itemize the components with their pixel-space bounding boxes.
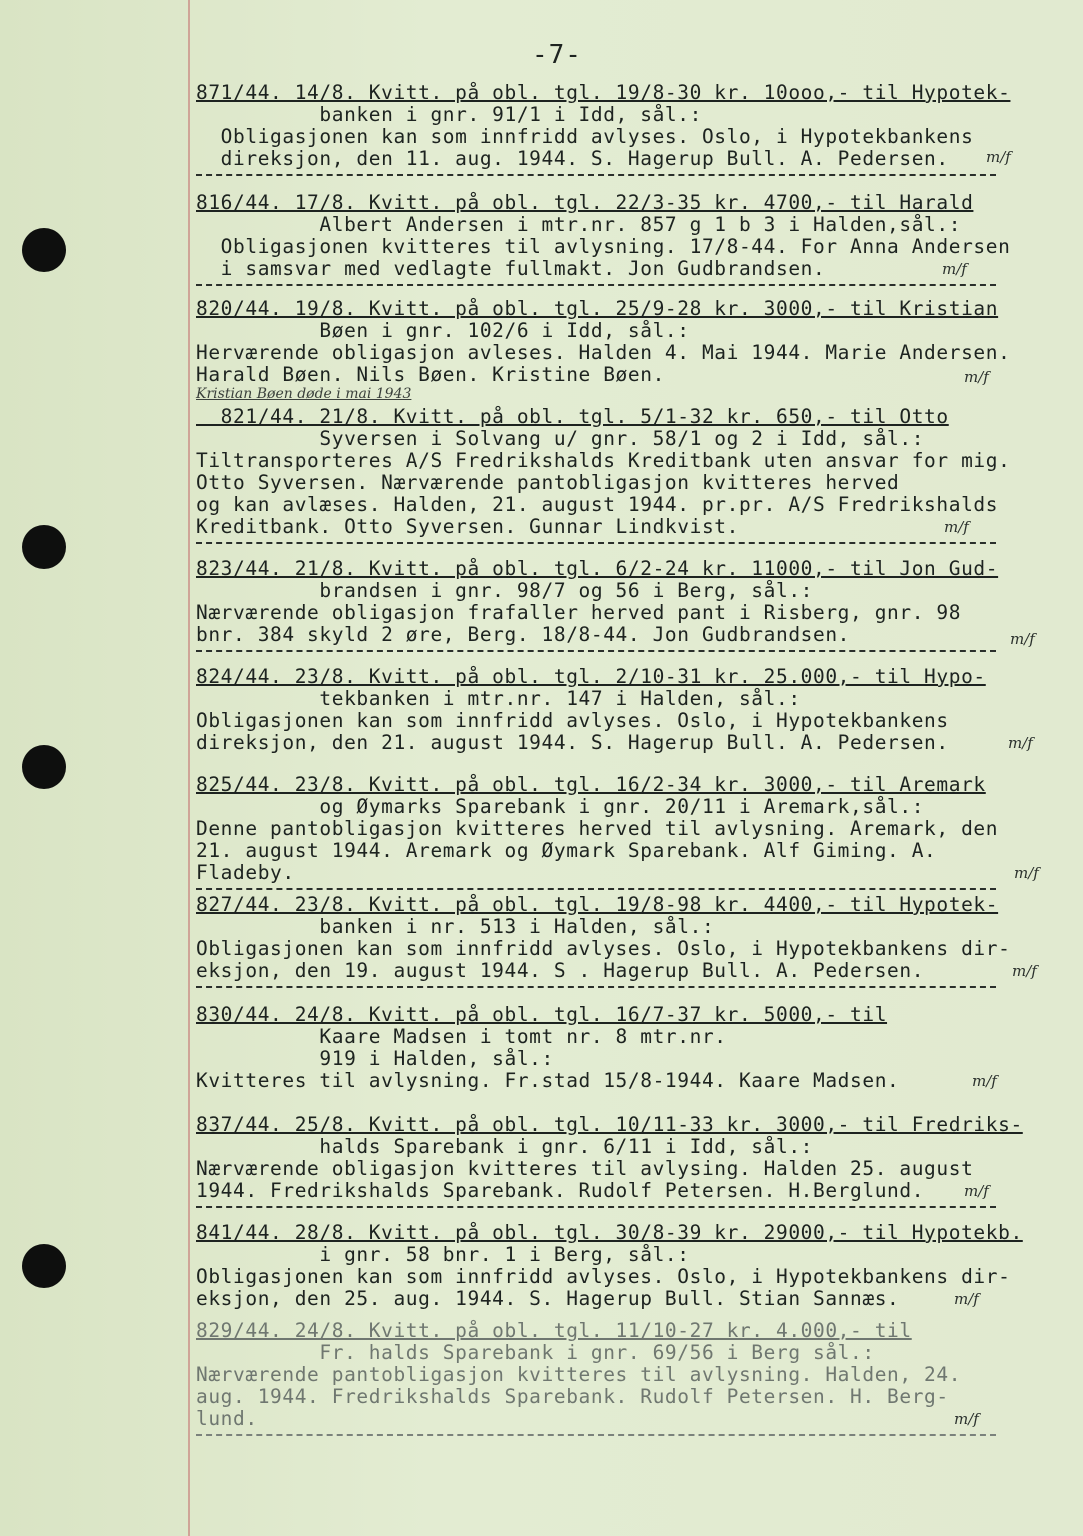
entry-line: 871/44. 14/8. Kvitt. på obl. tgl. 19/8-30 kr. 10ooo,- til Hypotek- [196,81,1011,104]
margin-mark: m/f [954,1410,979,1428]
entry-line: Nærværende pantobligasjon kvitteres til avlysning. Halden, 24. [196,1363,962,1386]
entry-line: Kvitteres til avlysning. Fr.stad 15/8-1944. Kaare Madsen. [196,1069,900,1092]
punch-hole [22,228,66,272]
margin-line [188,0,190,1536]
handwritten-note: Kristian Bøen døde i mai 1943 [196,386,412,402]
entry-line: 821/44. 21/8. Kvitt. på obl. tgl. 5/1-32 kr. 650,- til Otto [196,405,949,428]
entry-line: Otto Syversen. Nærværende pantobligasjon kvitteres herved [196,471,900,494]
separator [196,284,996,286]
punch-hole [22,745,66,789]
punch-hole [22,1244,66,1288]
entry-line: eksjon, den 25. aug. 1944. S. Hagerup Bull. Stian Sannæs. [196,1287,900,1310]
entry-line: Nærværende obligasjon frafaller herved pant i Risberg, gnr. 98 [196,601,962,624]
separator [196,542,996,544]
entry-line: Tiltransporteres A/S Fredrikshalds Kreditbank uten ansvar for mig. [196,449,1011,472]
entry-line: aug. 1944. Fredrikshalds Sparebank. Rudolf Petersen. H. Berg- [196,1385,949,1408]
punch-hole [22,525,66,569]
entry-line: 825/44. 23/8. Kvitt. på obl. tgl. 16/2-34 kr. 3000,- til Aremark [196,773,986,796]
entry-line: Bøen i gnr. 102/6 i Idd, sål.: [196,319,690,342]
margin-mark: m/f [972,1072,997,1090]
ledger-entry [196,774,1066,890]
page-number: -7- [532,40,582,70]
entry-line: lund. [196,1407,258,1430]
ledger-entry [196,558,1066,652]
entry-line: tekbanken i mtr.nr. 147 i Halden, sål.: [196,687,801,710]
entry-line: Obligasjonen kvitteres til avlysning. 17/8-44. For Anna Andersen [196,235,1011,258]
entry-line: 816/44. 17/8. Kvitt. på obl. tgl. 22/3-35 kr. 4700,- til Harald [196,191,974,214]
entry-line: Obligasjonen kan som innfridd avlyses. Oslo, i Hypotekbankens [196,125,974,148]
entry-line: eksjon, den 19. august 1944. S . Hagerup Bull. A. Pedersen. [196,959,925,982]
margin-mark: m/f [1014,864,1039,882]
entry-line: Herværende obligasjon avleses. Halden 4. Mai 1944. Marie Andersen. [196,341,1011,364]
entry-line: Denne pantobligasjon kvitteres herved til avlysning. Aremark, den [196,817,999,840]
ledger-entry [196,192,1066,286]
ledger-entry [196,666,1066,754]
ledger-entry [196,1222,1066,1310]
entry-line: 820/44. 19/8. Kvitt. på obl. tgl. 25/9-28 kr. 3000,- til Kristian [196,297,999,320]
margin-mark: m/f [942,260,967,278]
entry-line: 827/44. 23/8. Kvitt. på obl. tgl. 19/8-98 kr. 4400,- til Hypotek- [196,893,999,916]
entry-line: Fladeby. [196,861,295,884]
entry-line: bnr. 384 skyld 2 øre, Berg. 18/8-44. Jon Gudbrandsen. [196,623,851,646]
entry-line: 21. august 1944. Aremark og Øymark Sparebank. Alf Giming. A. [196,839,937,862]
entry-line: Nærværende obligasjon kvitteres til avlysing. Halden 25. august [196,1157,974,1180]
separator [196,888,996,890]
entry-line: 1944. Fredrikshalds Sparebank. Rudolf Petersen. H.Berglund. [196,1179,925,1202]
ledger-entry [196,406,1066,544]
entry-line: 919 i Halden, sål.: [196,1047,554,1070]
entry-line: 824/44. 23/8. Kvitt. på obl. tgl. 2/10-31 kr. 25.000,- til Hypo- [196,665,986,688]
entry-line: 837/44. 25/8. Kvitt. på obl. tgl. 10/11-33 kr. 3000,- til Fredriks- [196,1113,1023,1136]
entry-line: Albert Andersen i mtr.nr. 857 g 1 b 3 i Halden,sål.: [196,213,962,236]
margin-mark: m/f [954,1290,979,1308]
margin-mark: m/f [964,368,989,386]
ledger-entry [196,1114,1066,1208]
margin-mark: m/f [986,148,1011,166]
entry-line: banken i gnr. 91/1 i Idd, sål.: [196,103,702,126]
entry-line: 841/44. 28/8. Kvitt. på obl. tgl. 30/8-39 kr. 29000,- til Hypotekb. [196,1221,1023,1244]
entry-line: Obligasjonen kan som innfridd avlyses. Oslo, i Hypotekbankens dir- [196,937,1011,960]
ledger-entry [196,298,1066,402]
margin-mark: m/f [1010,630,1035,648]
entry-line: Obligasjonen kan som innfridd avlyses. Oslo, i Hypotekbankens [196,709,949,732]
separator [196,1434,996,1436]
entry-line: Kaare Madsen i tomt nr. 8 mtr.nr. [196,1025,727,1048]
entry-line: 823/44. 21/8. Kvitt. på obl. tgl. 6/2-24 kr. 11000,- til Jon Gud- [196,557,999,580]
entry-line: direksjon, den 21. august 1944. S. Hagerup Bull. A. Pedersen. [196,731,949,754]
separator [196,174,996,176]
margin-mark: m/f [1008,734,1033,752]
ledger-entry [196,82,1066,176]
separator [196,986,996,988]
entry-line: direksjon, den 11. aug. 1944. S. Hagerup Bull. A. Pedersen. [196,147,949,170]
entry-line: Harald Bøen. Nils Bøen. Kristine Bøen. [196,363,665,386]
separator [196,1206,996,1208]
entry-line: banken i nr. 513 i Halden, sål.: [196,915,715,938]
entry-line: 829/44. 24/8. Kvitt. på obl. tgl. 11/10-27 kr. 4.000,- til [196,1319,912,1342]
ledger-entry [196,1004,1066,1092]
entry-line: Kreditbank. Otto Syversen. Gunnar Lindkvist. [196,515,739,538]
margin-mark: m/f [944,518,969,536]
entry-line: 830/44. 24/8. Kvitt. på obl. tgl. 16/7-37 kr. 5000,- til [196,1003,888,1026]
entry-line: og kan avlæses. Halden, 21. august 1944. pr.pr. A/S Fredrikshalds [196,493,999,516]
entry-line: i samsvar med vedlagte fullmakt. Jon Gudbrandsen. [196,257,826,280]
ledger-entry [196,894,1066,988]
entry-line: Obligasjonen kan som innfridd avlyses. Oslo, i Hypotekbankens dir- [196,1265,1011,1288]
entry-line: i gnr. 58 bnr. 1 i Berg, sål.: [196,1243,690,1266]
margin-mark: m/f [1012,962,1037,980]
separator [196,650,996,652]
entry-line: halds Sparebank i gnr. 6/11 i Idd, sål.: [196,1135,813,1158]
margin-mark: m/f [964,1182,989,1200]
entry-line: og Øymarks Sparebank i gnr. 20/11 i Aremark,sål.: [196,795,925,818]
entry-line: Syversen i Solvang u/ gnr. 58/1 og 2 i Idd, sål.: [196,427,925,450]
ledger-entry [196,1320,1066,1436]
entry-line: Fr. halds Sparebank i gnr. 69/56 i Berg sål.: [196,1341,875,1364]
entry-line: brandsen i gnr. 98/7 og 56 i Berg, sål.: [196,579,813,602]
